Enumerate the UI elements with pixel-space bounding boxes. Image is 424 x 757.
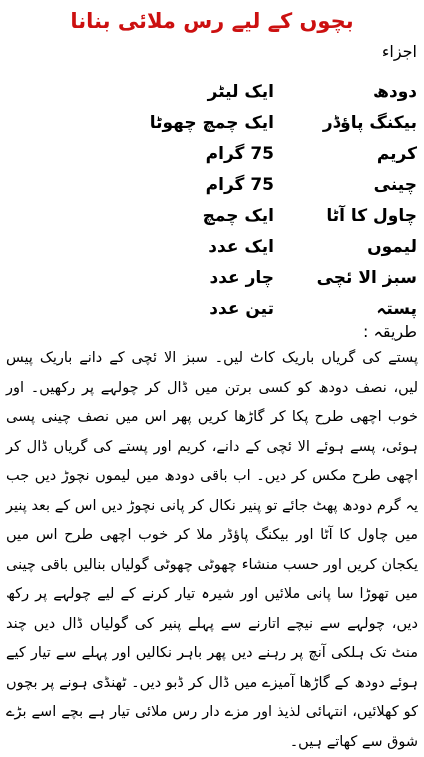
ingredient-row	[0, 233, 424, 264]
ingredient-row	[0, 78, 424, 109]
ingredient-row	[0, 264, 424, 295]
ingredient-quantity: 75 گرام	[205, 144, 274, 164]
ingredient-quantity: ایک عدد	[208, 237, 274, 257]
ingredient-name: کریم	[376, 144, 417, 164]
ingredient-row	[0, 140, 424, 171]
method-text: پستے کی گریاں باریک کاٹ لیں۔ سبز الا ئچی کے دانے باریک پیس لیں، نصف دودھ کو کسی برتن میں ڈال کر چولہے پر رکھیں۔ اور خوب اچھی طرح پکا کر گاڑھا کریں پھر اس میں نصف چینی پسی ہوئی، پسے ہوئے الا ئچی کے دانے، کریم اور پستے کی گریاں ڈال کر اچھی طرح مکس کر دیں۔ اب باقی دودھ میں لیموں نچوڑ دیں جب یہ گرم دودھ پھٹ جائے تو پنیر نکال کر پانی نچوڑ دیں اس کے بعد پنیر میں چاول کا آٹا اور بیکنگ پاؤڈر ملا کر خوب اچھی طرح اس میں یکجان کریں اور حسب منشاء چھوٹی چھوٹی گولیاں بنالیں باقی چینی میں تھوڑا سا پانی ملائیں اور شیرہ تیار کرنے کے لیے چولہے پر رکھ دیں، چولہے سے نیچے اتارنے سے پہلے پنیر کی گولیاں ڈال دیں چند منٹ تک ہلکی آنچ پر رہنے دیں پھر باہر نکالیں اور پہلے سے تیار کیے ہوئے دودھ کے گاڑھا آمیزے میں ڈال کر ڈبو دیں۔ ٹھنڈی ہونے پر بچوں کو کھلائیں، انتہائی لذیذ اور مزے دار رس ملائی تیار ہے بچے اسے بڑے شوق سے کھاتے ہیں۔	[6, 350, 418, 750]
ingredient-quantity: چار عدد	[209, 268, 274, 288]
ingredient-name: پستہ	[376, 299, 417, 319]
method-heading: طریقہ :	[363, 322, 417, 341]
ingredient-name: چینی	[373, 175, 417, 195]
recipe-title: بچوں کے لیے رس ملائی بنانا	[70, 9, 354, 33]
ingredient-name: بیکنگ پاؤڈر	[322, 113, 417, 133]
ingredient-row	[0, 109, 424, 140]
ingredient-quantity: تین عدد	[209, 299, 274, 319]
ingredient-quantity: ایک چمچ	[202, 206, 274, 226]
ingredients-list	[0, 78, 424, 326]
ingredient-quantity: 75 گرام	[205, 175, 274, 195]
ingredients-heading: اجزاء	[381, 42, 417, 61]
ingredient-quantity: ایک چمچ چھوٹا	[149, 113, 274, 133]
ingredient-name: لیموں	[367, 237, 417, 257]
ingredient-name: دودھ	[373, 82, 417, 102]
ingredient-row	[0, 171, 424, 202]
ingredient-quantity: ایک لیٹر	[207, 82, 274, 102]
ingredient-row	[0, 295, 424, 326]
ingredient-name: چاول کا آٹا	[326, 206, 417, 226]
ingredient-name: سبز الا ئچی	[316, 268, 417, 288]
ingredient-row	[0, 202, 424, 233]
